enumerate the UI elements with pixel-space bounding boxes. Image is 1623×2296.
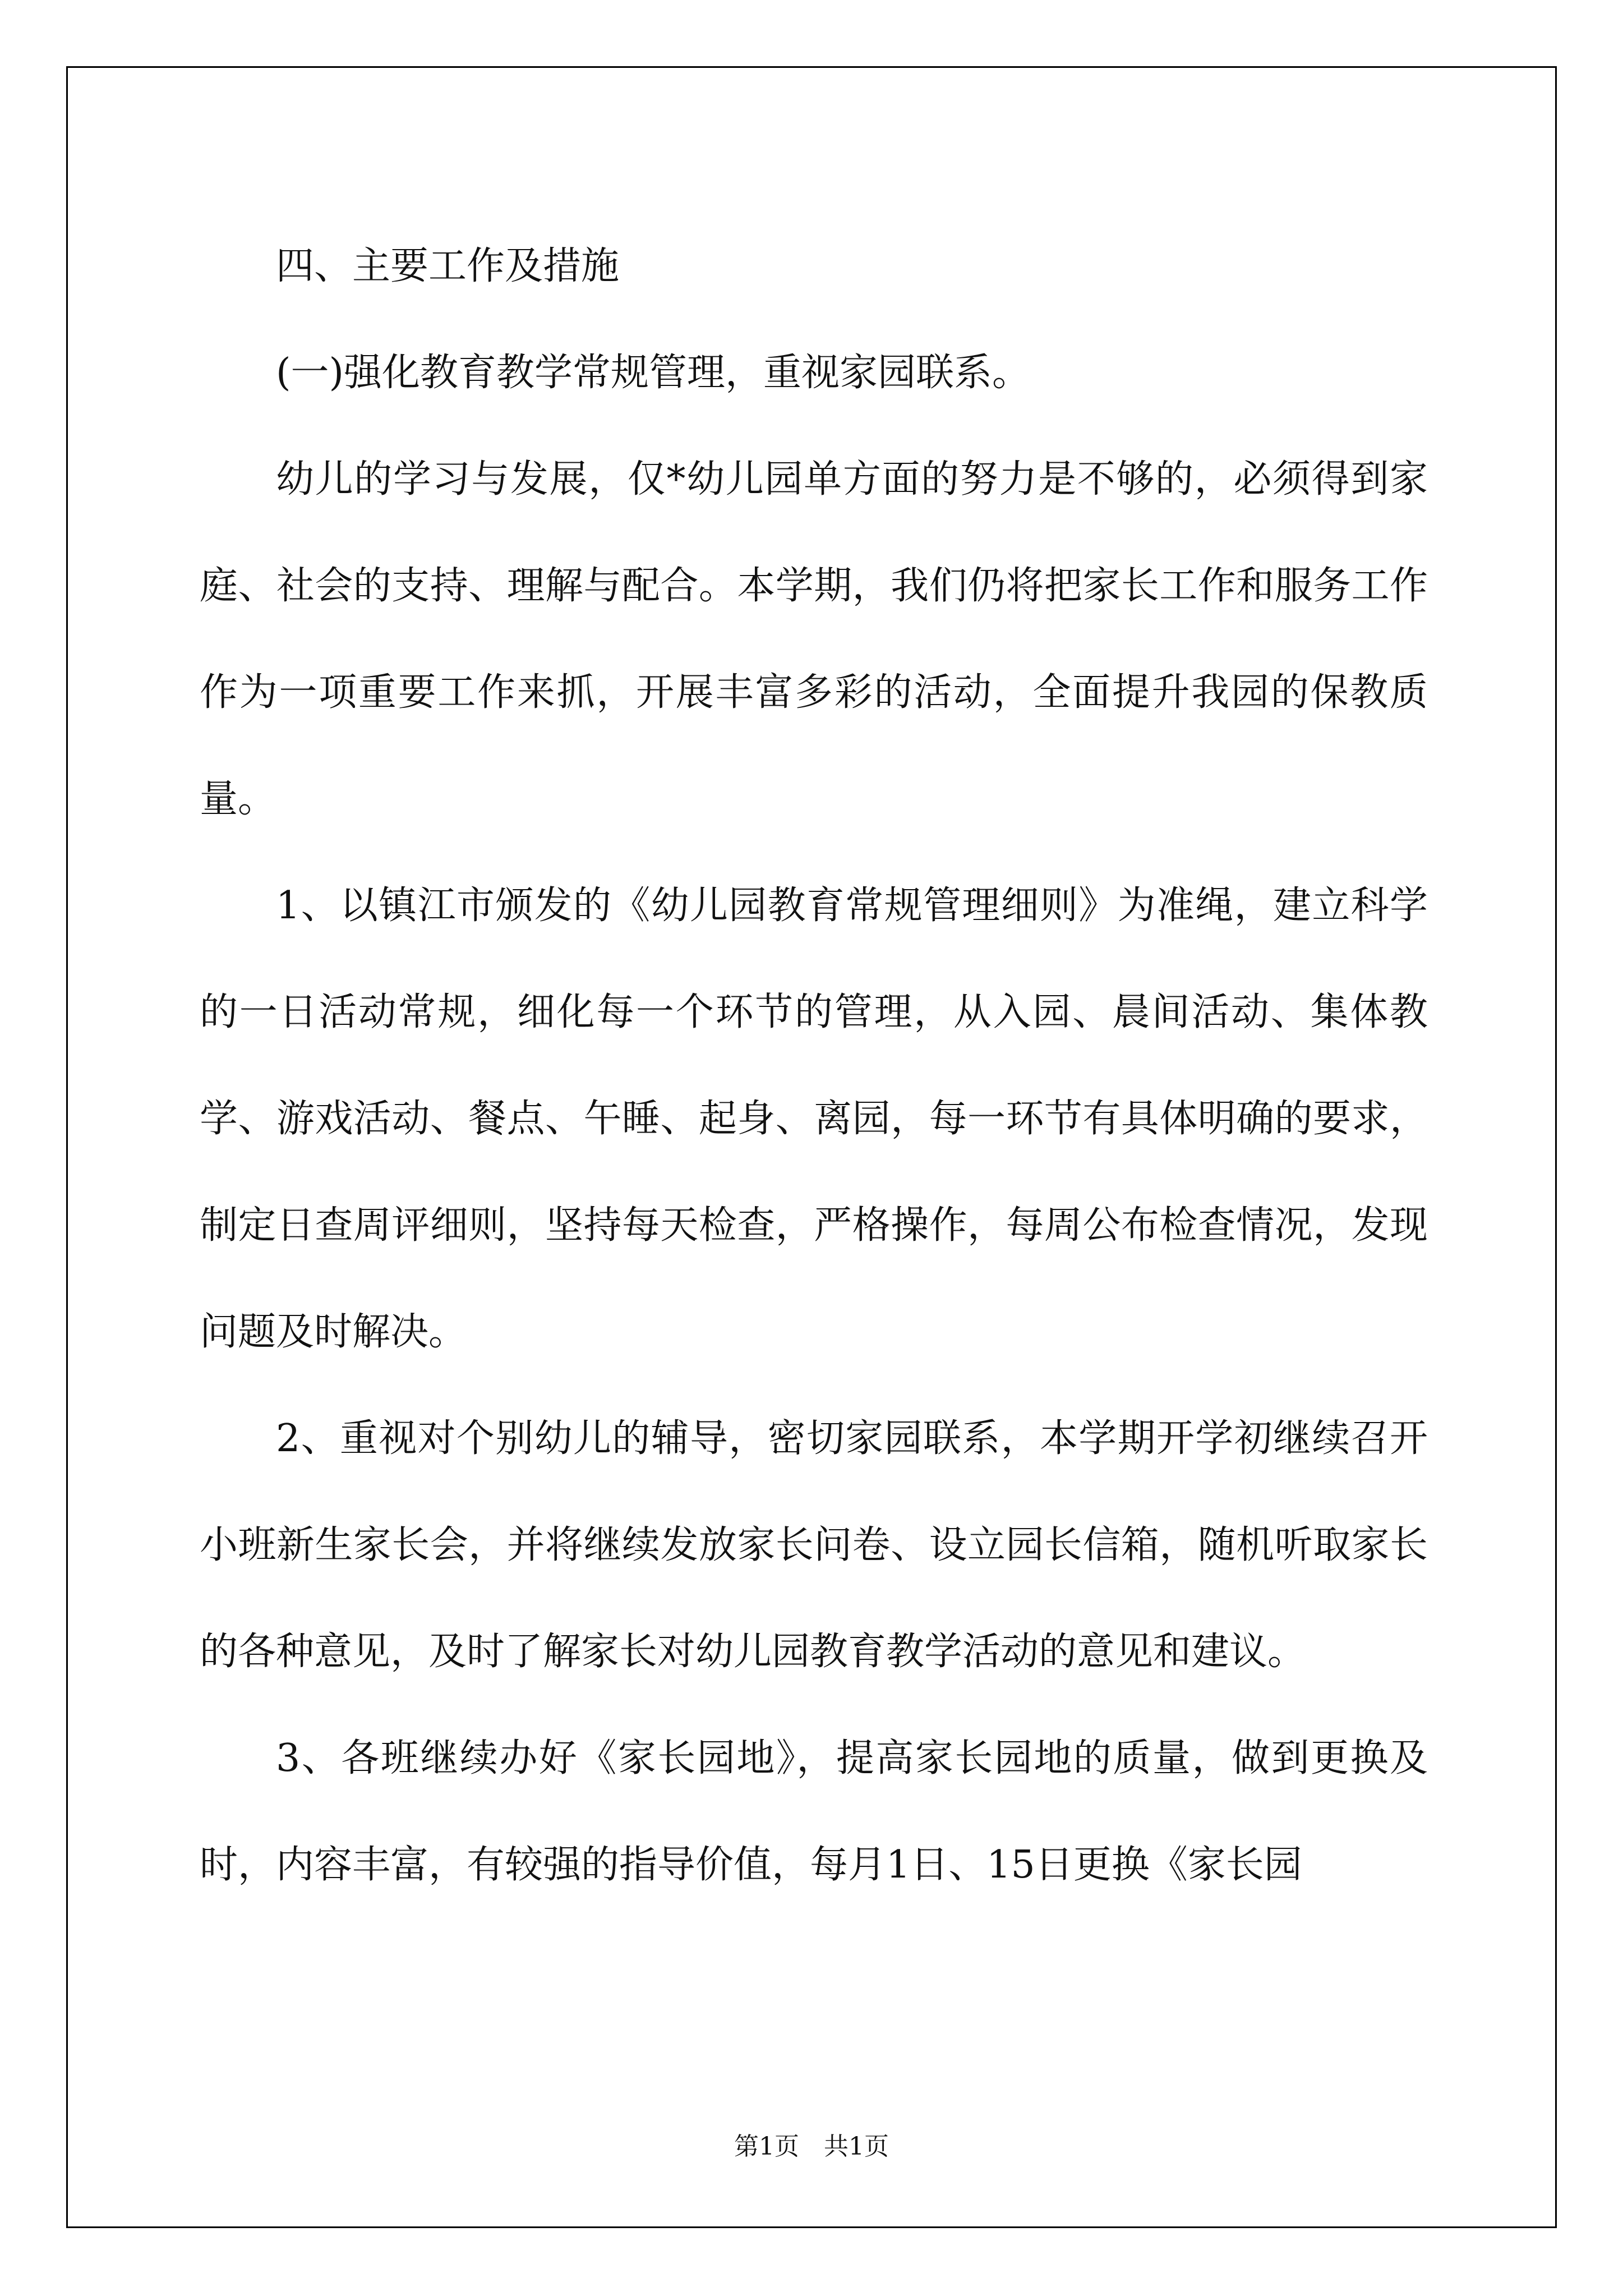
paragraph: 1、以镇江市颁发的《幼儿园教育常规管理细则》为准绳，建立科学的一日活动常规，细化每一个环节的管理，从入园、晨间活动、集体教学、游戏活动、餐点、午睡、起身、离园，每一环节有具体明确的要求，制定日查周评细则，坚持每天检查，严格操作，每周公布检查情况，发现问题及时解决。: [200, 884, 1428, 1354]
subsection-heading: (一)强化教育教学常规管理，重视家园联系。: [276, 351, 1031, 395]
section-heading: 四、主要工作及措施: [276, 244, 620, 288]
paragraph: 2、重视对个别幼儿的辅导，密切家园联系，本学期开学初继续召开小班新生家长会，并将继续发放家长问卷、设立园长信箱，随机听取家长的各种意见，及时了解家长对幼儿园教育教学活动的意见和建议。: [200, 1416, 1428, 1674]
paragraph: 3、各班继续办好《家长园地》，提高家长园地的质量，做到更换及时，内容丰富，有较强的指导价值，每月1日、15日更换《家长园: [200, 1736, 1428, 1887]
paragraph: 幼儿的学习与发展，仅*幼儿园单方面的努力是不够的，必须得到家庭、社会的支持、理解与配合。本学期，我们仍将把家长工作和服务工作作为一项重要工作来抓，开展丰富多彩的活动，全面提升我园的保教质量。: [200, 457, 1428, 821]
page-footer: 第1页 共1页: [734, 2132, 889, 2161]
document-body: [200, 213, 1428, 1918]
